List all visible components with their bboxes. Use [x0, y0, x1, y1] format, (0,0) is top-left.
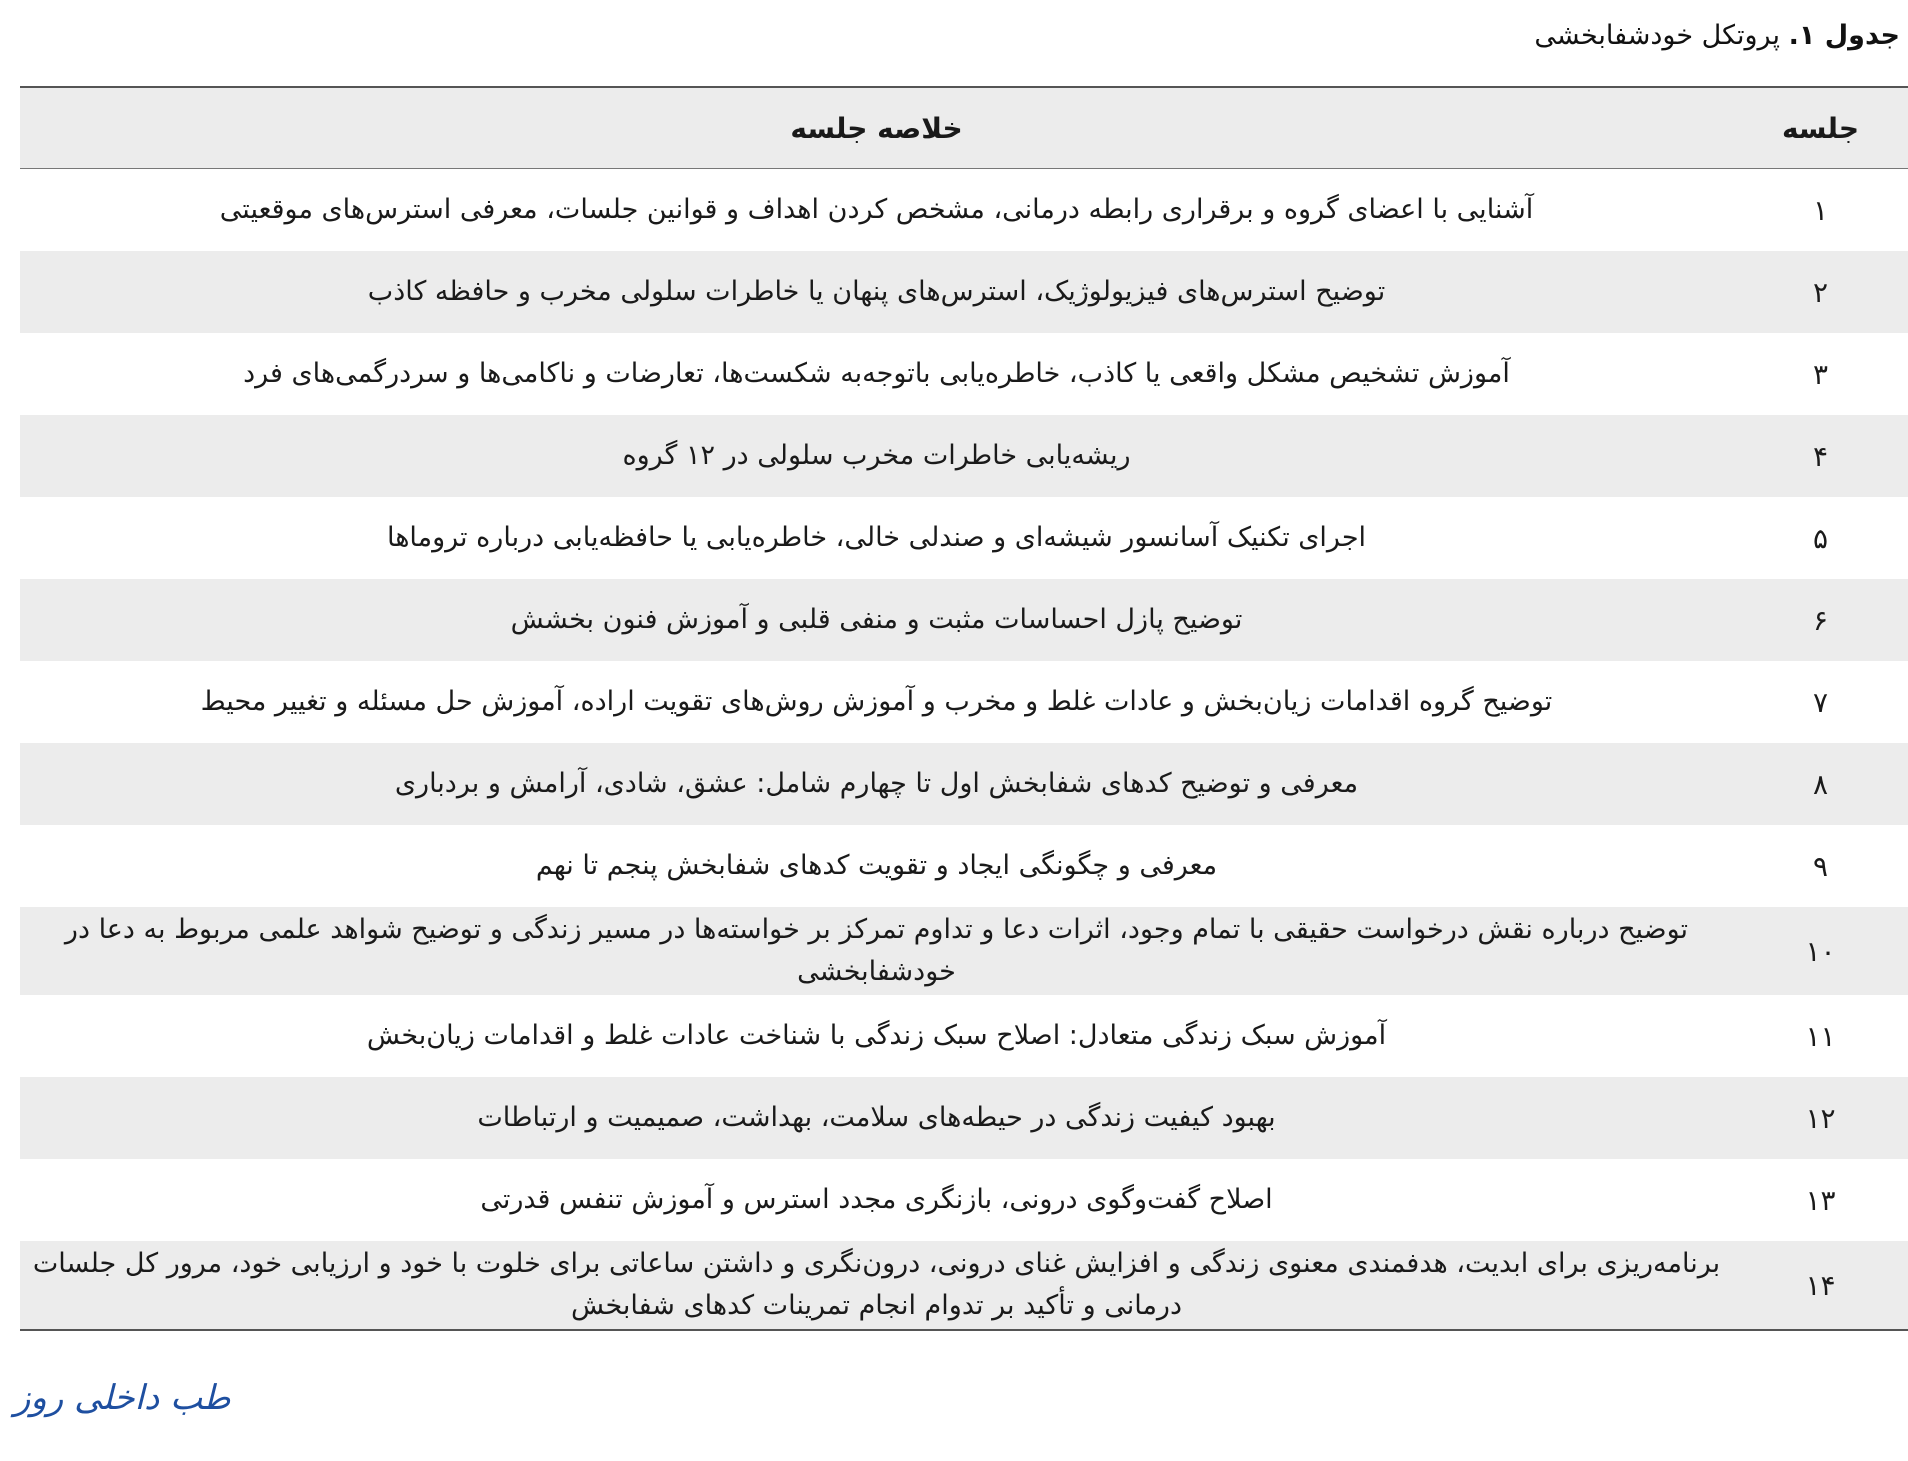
session-summary: اجرای تکنیک آسانسور شیشه‌ای و صندلی خالی، خاطره‌یابی یا حافظه‌یابی درباره تروماها	[386, 522, 1367, 553]
header-summary: خلاصه جلسه	[790, 111, 963, 145]
session-summary: توضیح استرس‌های فیزیولوژیک، استرس‌های پنهان یا خاطرات سلولی مخرب و حافظه کاذب	[367, 276, 1386, 307]
table-header-row	[20, 88, 1908, 169]
session-summary: اصلاح گفت‌وگوی درونی، بازنگری مجدد استرس و آموزش تنفس قدرتی	[480, 1184, 1273, 1215]
session-number: ۲	[1812, 275, 1829, 309]
session-number: ۱۳	[1805, 1183, 1836, 1217]
session-summary: معرفی و چگونگی ایجاد و تقویت کدهای شفابخش پنجم تا نهم	[535, 850, 1218, 881]
session-number: ۹	[1812, 849, 1829, 883]
table-row	[20, 579, 1908, 661]
table-row	[20, 415, 1908, 497]
table-row	[20, 743, 1908, 825]
session-number: ۸	[1812, 767, 1829, 801]
table-row	[20, 497, 1908, 579]
table-caption	[1534, 12, 1900, 60]
journal-logo: طب داخلی روز	[14, 1378, 231, 1418]
table-row	[20, 1159, 1908, 1241]
session-number: ۵	[1812, 521, 1829, 555]
session-summary: توضیح پازل احساسات مثبت و منفی قلبی و آموزش فنون بخشش	[510, 604, 1243, 635]
session-number: ۱	[1812, 193, 1829, 227]
table-row	[20, 907, 1908, 995]
session-number: ۶	[1812, 603, 1829, 637]
session-number: ۷	[1812, 685, 1829, 719]
table-row	[20, 1241, 1908, 1329]
table-row	[20, 661, 1908, 743]
session-number: ۱۲	[1805, 1101, 1836, 1135]
table-bottom-rule	[20, 1329, 1908, 1331]
session-number: ۱۴	[1805, 1268, 1836, 1302]
session-summary: معرفی و توضیح کدهای شفابخش اول تا چهارم شامل: عشق، شادی، آرامش و بردباری	[394, 768, 1359, 799]
session-summary: آشنایی با اعضای گروه و برقراری رابطه درمانی، مشخص کردن اهداف و قوانین جلسات، معرفی استرس‌های موقعیتی	[219, 194, 1534, 225]
session-summary: آموزش تشخیص مشکل واقعی یا کاذب، خاطره‌یابی باتوجه‌به شکست‌ها، تعارضات و ناکامی‌ها و سردرگمی‌های فرد	[243, 358, 1510, 389]
table-row	[20, 333, 1908, 415]
session-summary: توضیح گروه اقدامات زیان‌بخش و عادات غلط و مخرب و آموزش روش‌های تقویت اراده، آموزش حل مسئله و تغییر محیط	[200, 686, 1553, 717]
session-number: ۱۱	[1805, 1019, 1836, 1053]
table-row	[20, 169, 1908, 251]
session-summary: برنامه‌ریزی برای ابدیت، هدفمندی معنوی زندگی و افزایش غنای درونی، درون‌نگری و داشتن ساعاتی برای خلوت با خود و ارزیابی خود، مرور کل جلسات درمانی و تأکید بر تدوام انجام تمرینات کدهای شفابخش	[32, 1248, 1721, 1321]
table-caption-label: جدول ۱.	[1788, 20, 1900, 51]
table-row	[20, 995, 1908, 1077]
table-caption-title: پروتکل خودشفابخشی	[1534, 20, 1780, 51]
table-row	[20, 825, 1908, 907]
table-row	[20, 1077, 1908, 1159]
session-summary: ریشه‌یابی خاطرات مخرب سلولی در ۱۲ گروه	[622, 440, 1131, 471]
session-summary: آموزش سبک زندگی متعادل: اصلاح سبک زندگی با شناخت عادات غلط و اقدامات زیان‌بخش	[366, 1020, 1387, 1051]
session-summary: بهبود کیفیت زندگی در حیطه‌های سلامت، بهداشت، صمیمیت و ارتباطات	[477, 1102, 1276, 1133]
session-number: ۳	[1812, 357, 1829, 391]
session-summary: توضیح درباره نقش درخواست حقیقی با تمام وجود، اثرات دعا و تداوم تمرکز بر خواسته‌ها در مسیر زندگی و توضیح شواهد علمی مربوط به دعا در خودشفابخشی	[64, 914, 1689, 987]
session-number: ۴	[1812, 439, 1829, 473]
header-session: جلسه	[1781, 111, 1860, 145]
protocol-table	[20, 86, 1908, 1331]
table-row	[20, 251, 1908, 333]
session-number: ۱۰	[1805, 934, 1836, 968]
